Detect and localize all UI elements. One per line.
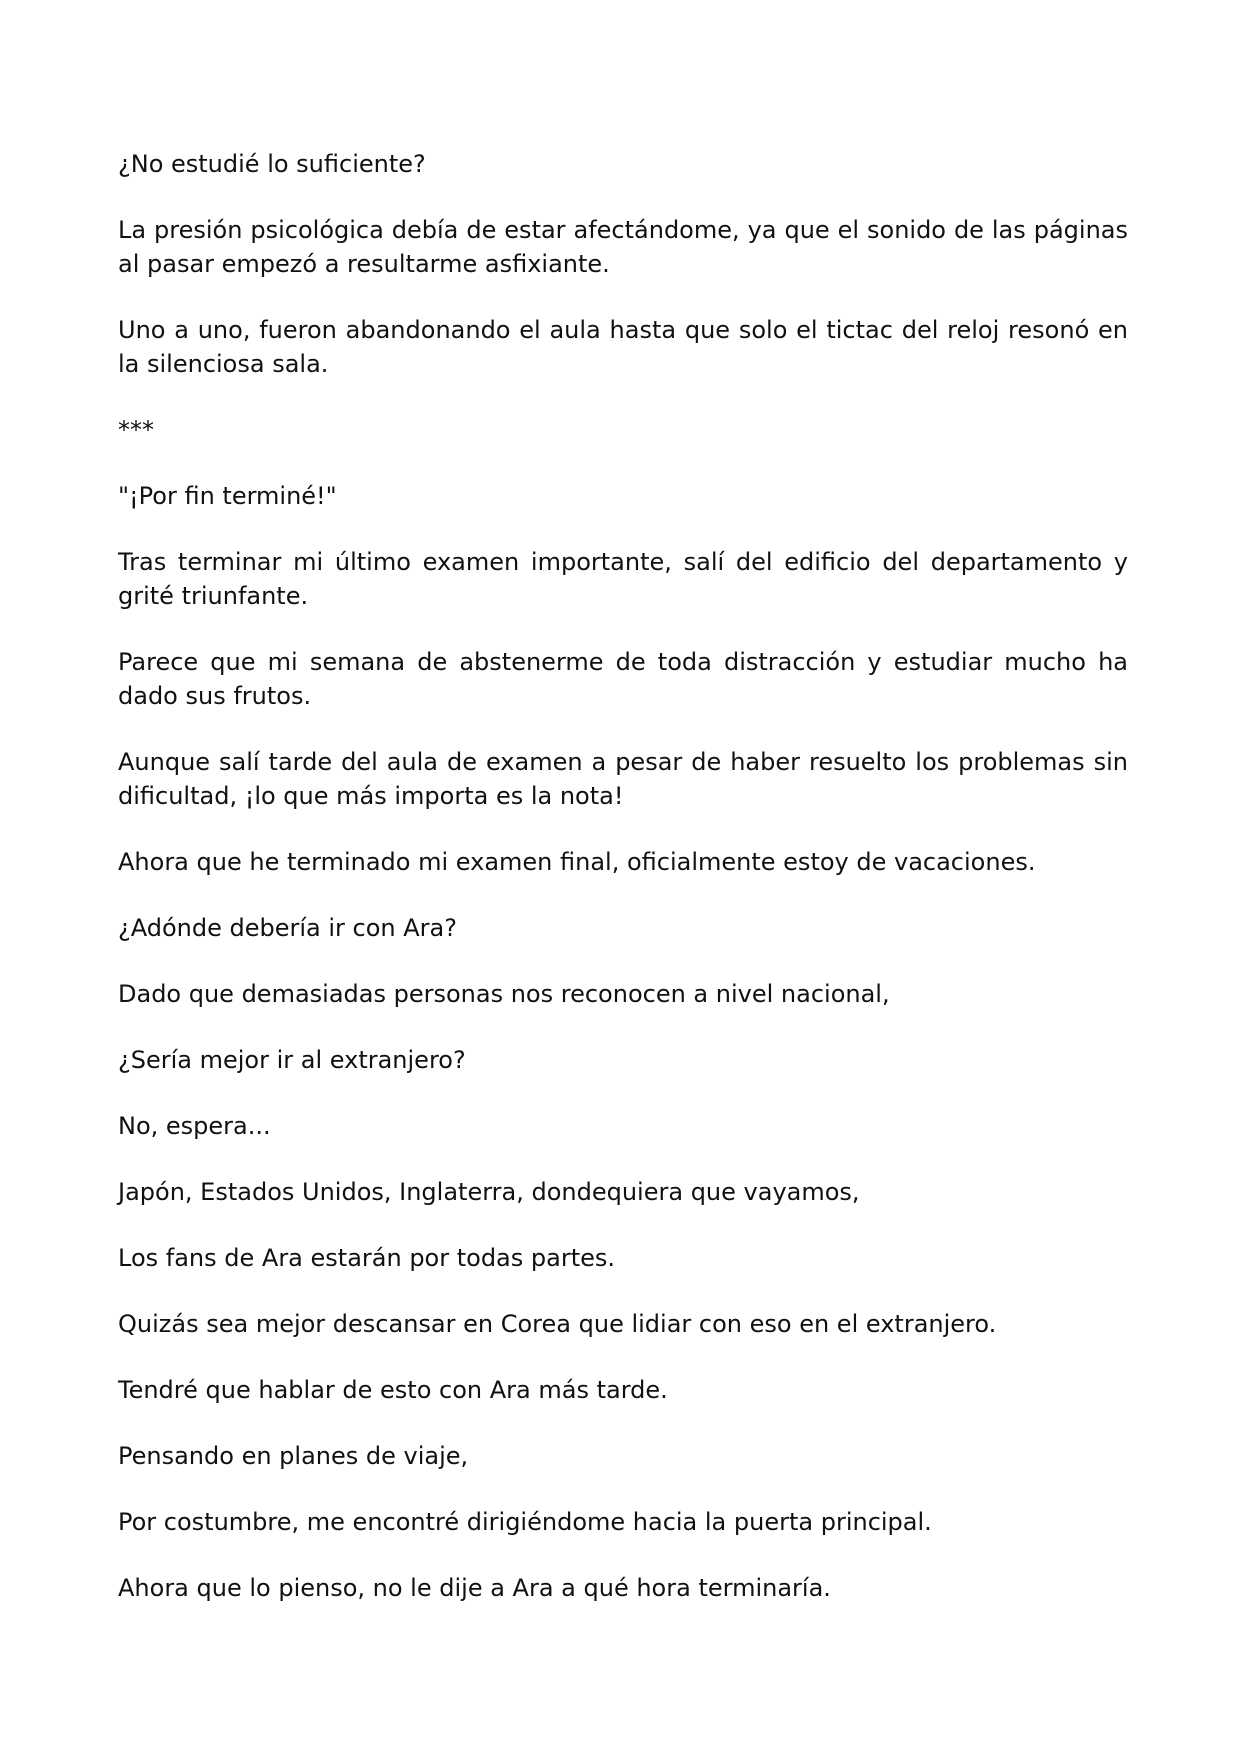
paragraph-2: La presión psicológica debía de estar afectándome, ya que el sonido de las páginas al pasar empezó a resultarme asfixiante. — [118, 216, 1128, 278]
document-body — [118, 147, 1128, 1637]
paragraph-11: Dado que demasiadas personas nos reconocen a nivel nacional, — [118, 980, 890, 1008]
paragraph-8: Aunque salí tarde del aula de examen a pesar de haber resuelto los problemas sin dificultad, ¡lo que más importa es la nota! — [118, 748, 1128, 810]
paragraph-15: Los fans de Ara estarán por todas partes. — [118, 1244, 616, 1272]
paragraph-1: ¿No estudié lo suficiente? — [118, 150, 426, 178]
paragraph-12: ¿Sería mejor ir al extranjero? — [118, 1046, 466, 1074]
paragraph-6: Tras terminar mi último examen importante, salí del edificio del departamento y grité triunfante. — [118, 548, 1128, 610]
paragraph-18: Pensando en planes de viaje, — [118, 1442, 469, 1470]
paragraph-13: No, espera... — [118, 1112, 271, 1140]
paragraph-16: Quizás sea mejor descansar en Corea que lidiar con eso en el extranjero. — [118, 1310, 997, 1338]
paragraph-14: Japón, Estados Unidos, Inglaterra, dondequiera que vayamos, — [118, 1178, 860, 1206]
paragraph-5: "¡Por fin terminé!" — [118, 482, 337, 510]
paragraph-3: Uno a uno, fueron abandonando el aula hasta que solo el tictac del reloj resonó en la silenciosa sala. — [118, 316, 1128, 378]
paragraph-17: Tendré que hablar de esto con Ara más tarde. — [118, 1376, 668, 1404]
paragraph-20: Ahora que lo pienso, no le dije a Ara a qué hora terminaría. — [118, 1574, 831, 1602]
paragraph-10: ¿Adónde debería ir con Ara? — [118, 914, 457, 942]
scene-break: *** — [118, 416, 154, 444]
paragraph-7: Parece que mi semana de abstenerme de toda distracción y estudiar mucho ha dado sus frutos. — [118, 648, 1128, 710]
paragraph-9: Ahora que he terminado mi examen final, oficialmente estoy de vacaciones. — [118, 848, 1036, 876]
paragraph-19: Por costumbre, me encontré dirigiéndome hacia la puerta principal. — [118, 1508, 932, 1536]
